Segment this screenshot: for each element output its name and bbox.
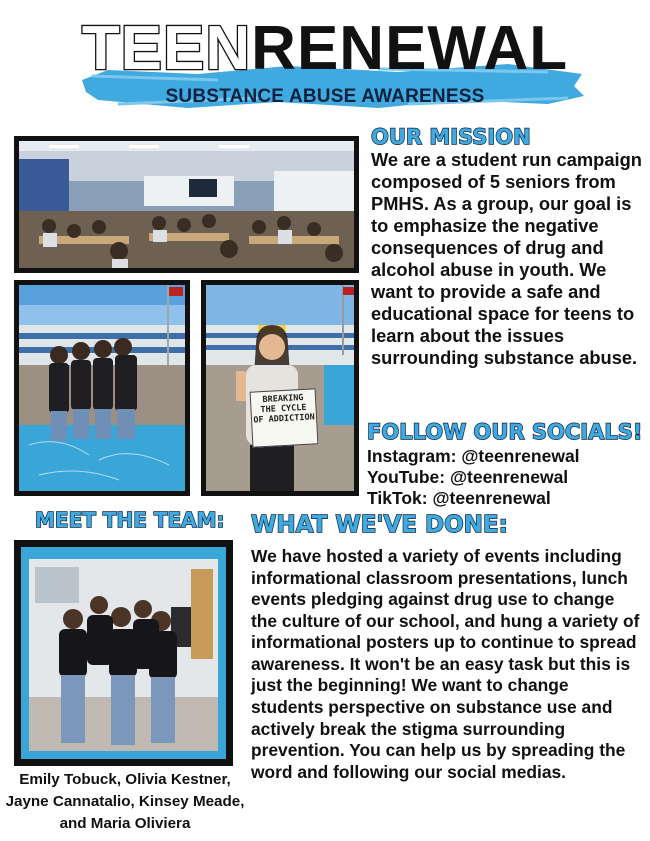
team-caption: Emily Tobuck, Olivia Kestner, Jayne Cannatalio, Kinsey Meade, and Maria Oliviera [5,771,245,833]
follow-socials-heading: FOLLOW OUR SOCIALS! [367,420,643,444]
social-instagram: Instagram: @teenrenewal [367,446,580,466]
sign-line-2: THE CYCLE [260,402,307,415]
team-photo [14,540,233,766]
title-renewal: RENEWAL [251,14,569,83]
socials-list [367,446,637,509]
breaking-cycle-sign [250,388,319,447]
classroom-photo [14,136,359,273]
social-youtube: YouTube: @teenrenewal [367,467,569,487]
page-subtitle: SUBSTANCE ABUSE AWARENESS [165,86,485,107]
what-weve-done-text: We have hosted a variety of events including informational classroom presentations, lunch events pledging against drug use to change the culture of our school, and hung a variety of informational posters up to continue to spread awareness. It won't be an easy task but this is just the beginning! We want to change students perspective on substance use and actively break the stigma surrounding prevention. You can help us by spreading the word and following our social medias. [251,546,640,782]
sign-line-1: BREAKING [262,392,304,406]
mission-text: We are a student run campaign composed of 5 seniors from PMHS. As a group, our goal is to emphasize the negative consequences of drug and alcohol abuse in youth. We want to provide a safe and educational space for teens to learn about the issues surrounding substance abuse. [371,149,642,368]
sign-line-3: OF ADDICTION [253,411,315,426]
our-mission-heading: OUR MISSION [371,125,531,149]
title-teen: TEEN [81,14,252,83]
social-tiktok: TikTok: @teenrenewal [367,488,551,508]
meet-the-team-heading: MEET THE TEAM: [35,508,225,532]
what-weve-done-heading: WHAT WE'VE DONE: [251,512,508,538]
sign-holder-photo [201,280,359,496]
group-outdoor-photo [14,280,190,496]
page-title [0,14,650,83]
